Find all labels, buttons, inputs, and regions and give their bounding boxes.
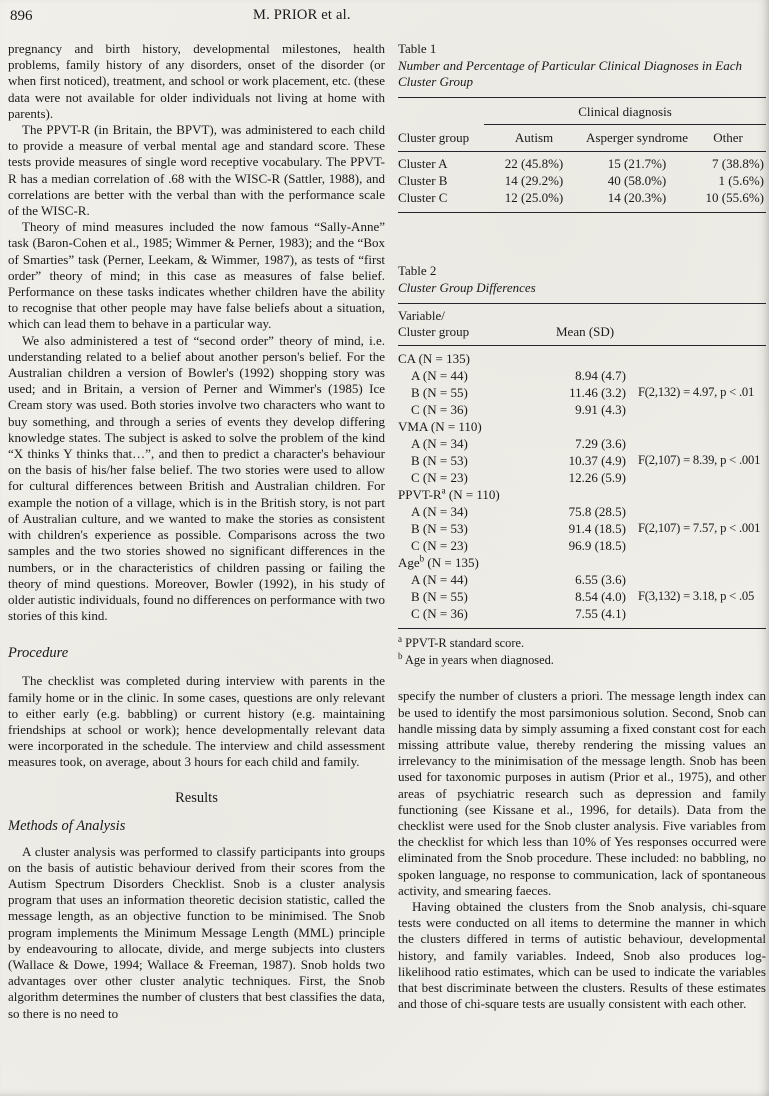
table-row [398,156,766,173]
table1-spacer [398,104,484,125]
table-cell: 7.29 (3.6) [575,436,626,452]
table2-footnote-b [398,652,766,669]
table-row [398,605,766,622]
table-cell: 14 (29.2%) [504,172,564,188]
table-cell: 12.26 (5.9) [568,470,626,486]
table2-col1-header-line2: Cluster group [398,324,470,340]
group-name-sup: b [419,554,425,565]
table-cell [626,435,766,452]
footnote-marker: b [398,650,403,661]
table-cell: 8.54 (4.0) [575,589,626,605]
table-cell: C (N = 36) [411,606,468,622]
table-cell [626,571,766,588]
table-cell: 9.91 (4.3) [575,402,626,418]
table-cell: B (N = 55) [411,589,468,605]
table-cell: A (N = 44) [411,368,468,384]
table-cell: A (N = 44) [411,572,468,588]
group-name-sup: a [441,486,446,497]
table-cell: B (N = 53) [411,521,468,537]
table-row [398,367,766,384]
table-cell: 75.8 (28.5) [568,504,626,520]
table-cell [626,503,766,520]
table-cell: B (N = 55) [411,385,468,401]
table1 [398,41,766,213]
methods-of-analysis-heading: Methods of Analysis [8,817,126,834]
table-cell: 11.46 (3.2) [569,385,626,401]
table-row [398,537,766,554]
table-cell [626,537,766,554]
table-cell: A (N = 34) [411,436,468,452]
table-cell: 8.94 (4.7) [575,368,626,384]
left-column [8,41,385,1022]
f-statistic: F(2,132) = 4.97, p < .01 [638,385,755,400]
paragraph: The PPVT-R (in Britain, the BPVT), was administered to each child to provide a measure of verbal mental age and standard score. These tests provide measures of single word receptive vocabulary. The PPVT-R has a median correlation of .68 with the WISC-R (Sattler, 1988), and correlations are better with the verbal than with the performance scale of the WISC-R. [8,122,385,219]
f-statistic: F(2,107) = 7.57, p < .001 [638,521,761,536]
table-cell: 40 (58.0%) [607,172,667,188]
table-cell [626,367,766,384]
paragraph: The checklist was completed during interview with parents in the family home or in the clinic. In some cases, questions are only relevant to either early (e.g. babbling) or current history (e.g. maintaining friendships at school or work); hence developmentally relevant data were incorporated in the schedule. The interview and child assessment measures took, on average, about 3 hours for each child and family. [8,673,385,770]
table-cell: 7.55 (4.1) [575,606,626,622]
table-cell: 14 (20.3%) [607,189,667,205]
table-cell: C (N = 36) [411,402,468,418]
running-head: M. PRIOR et al. [253,7,351,23]
table2-group-name [398,554,766,571]
table1-label: Table 1 [398,41,437,56]
table-row [398,469,766,486]
page-number: 896 [10,8,33,24]
group-name-text: Age [398,555,420,571]
table-row [398,401,766,418]
table2-mean-header: Mean (SD) [556,324,615,340]
table-cell: 15 (21.7%) [607,156,667,171]
footnote-marker: a [398,634,402,645]
table2-group-name [398,418,766,435]
table-row [398,571,766,588]
table-cell: 10.37 (4.9) [568,453,626,469]
footnote-text: PPVT-R standard score. [402,636,525,651]
table-cell: 10 (55.6%) [705,189,764,205]
table-cell: 22 (45.8%) [504,156,564,171]
table-cell: 91.4 (18.5) [568,521,626,537]
table-cell: 6.55 (3.6) [575,572,626,588]
group-name-text: VMA (N = 110) [398,419,482,435]
table-cell: Cluster A [398,156,448,171]
table-cell: Cluster B [398,172,448,188]
table-row [398,435,766,452]
table-cell: 7 (38.8%) [712,156,764,171]
table1-col-header: Cluster group [398,130,470,145]
table-row [398,190,766,207]
paragraph: pregnancy and birth history, developmental milestones, health problems, family history of any disorders, onset of the disorder (or when first noticed), treatment, and school or work placement, etc. (these data were not available for older individuals not living at home with parents). [8,41,385,121]
right-column [398,41,766,1022]
table-row [398,173,766,190]
table-cell: C (N = 23) [411,538,468,554]
procedure-heading: Procedure [8,645,69,662]
table2-col1-header [398,308,548,340]
table-cell: Cluster C [398,189,448,205]
f-statistic: F(2,107) = 8.39, p < .001 [638,453,761,468]
table-cell: 96.9 (18.5) [568,538,626,554]
table-cell [626,605,766,622]
table1-spanner: Clinical diagnosis [484,104,766,125]
results-heading: Results [175,789,218,806]
table1-col-header: Autism [514,130,554,145]
table-cell: A (N = 34) [411,504,468,520]
table-cell: 1 (5.6%) [718,172,764,188]
table-row [398,503,766,520]
table-cell: B (N = 53) [411,453,468,469]
table2-footnote-a [398,635,766,652]
table-row [398,384,766,401]
table-cell: 12 (25.0%) [504,189,564,205]
table-row [398,452,766,469]
paragraph: Theory of mind measures included the now famous “Sally-Anne” task (Baron-Cohen et al., 1985; Wimmer & Perner, 1983); and the “Box of Smarties” task (Perner, Leekam, & Wimmer, 1987), as tests of “first order” theory of mind; in this case as measures of false belief. Performance on these tasks indicates whether children have the ability to recognise that other people may have false beliefs about a situation, which can lead them to behave in a particular way. [8,219,385,332]
group-name-text: PPVT-R [398,487,442,503]
group-name-text: (N = 110) [445,487,500,503]
table-row [398,588,766,605]
two-column-body [8,41,766,1022]
paragraph: A cluster analysis was performed to classify participants into groups on the basis of autistic behaviour derived from their scores from the Autism Spectrum Disorders Checklist. Snob is a cluster analysis program that uses an information theoretic decision statistic, called the message length, as an objective function to be minimised. The Snob program implements the Minimum Message Length (MML) principle by endeavouring to allocate, divide, and merge subjects into clusters (Wallace & Dowe, 1994; Wallace & Freeman, 1987). Snob holds two advantages over other cluster analytic techniques. First, the Snob algorithm determines the number of clusters that best classifies the data, so there is no need to [8,843,385,1021]
table2-group-name [398,350,766,367]
table-cell [626,469,766,486]
table2 [398,263,766,668]
group-name-text: CA (N = 135) [398,351,470,367]
f-statistic: F(3,132) = 3.18, p < .05 [638,589,755,604]
paragraph: specify the number of clusters a priori. The message length index can be used to identify the most parsimonious solution. Second, Snob can handle missing data by simply assuming a fixed constant cost for each missing attribute value, thereby rendering the missing values an irrelevancy to the minimisation of the message length. Snob has been used for taxonomic purposes in autism (Prior et al., 1975), and other areas of psychiatric research such as depression and family functioning (see Kissane et al., 1996, for details). Data from the checklist were used for the Snob cluster analysis. Five variables from the checklist for which less than 10% of Yes responses occurred were eliminated from the Snob procedure. These included: no babbling, no spoken language, no response to communication, lack of spontaneous activity, and smearing faeces. [398,688,766,898]
table1-col-header: Asperger syndrome [586,130,688,145]
table2-caption: Cluster Group Differences [398,280,536,296]
table2-col1-header-line1: Variable/ [398,308,445,324]
table2-label: Table 2 [398,263,437,279]
table1-caption: Number and Percentage of Particular Clinical Diagnoses in Each Cluster Group [398,58,742,89]
footnote-text: Age in years when diagnosed. [402,652,554,667]
paragraph: We also administered a test of “second order” theory of mind, i.e. understanding related to a belief about another person's belief. For the Australian children a version of Bowler's (1992) shopping story was used; and in Britain, a version of Perner and Wimmer's (1985) Ice Cream story was used. Both stories involve two characters who want to buy something, and through a series of events they develop differing knowledge states. The subject is asked to solve the problem of the kind “X thinks Y thinks that…”, and then to predict a character's behaviour on the basis of his/her false belief. The two stories were used to allow for cultural differences between British and Australian children. For example the notion of a village, which is in the British story, is not part of Australian culture, and we wanted to make the stories as consistent with children's experience as possible. Comparisons across the two samples and the two stories showed no significant differences in the numbers, or in the characteristics of children passing or failing the theory of mind questions. Moreover, Bowler (1992), in his study of older autistic individuals, found no differences on performance with two stories of this kind. [8,332,385,624]
table-cell [626,401,766,418]
table-row [398,520,766,537]
table1-col-header: Other [713,130,743,145]
table-cell: C (N = 23) [411,470,468,486]
paragraph: Having obtained the clusters from the Snob analysis, chi-square tests were conducted on all items to determine the manner in which the clusters differed in terms of autistic behaviour, developmental history, and family variables. Indeed, Snob also produces log-likelihood ratio estimates, which can be used to indicate the variables that best discriminate between the clusters. Results of these estimates and those of chi-square tests are usually consistent with each other. [398,899,766,1012]
table2-group-name [398,486,766,503]
group-name-text: (N = 135) [424,555,479,571]
